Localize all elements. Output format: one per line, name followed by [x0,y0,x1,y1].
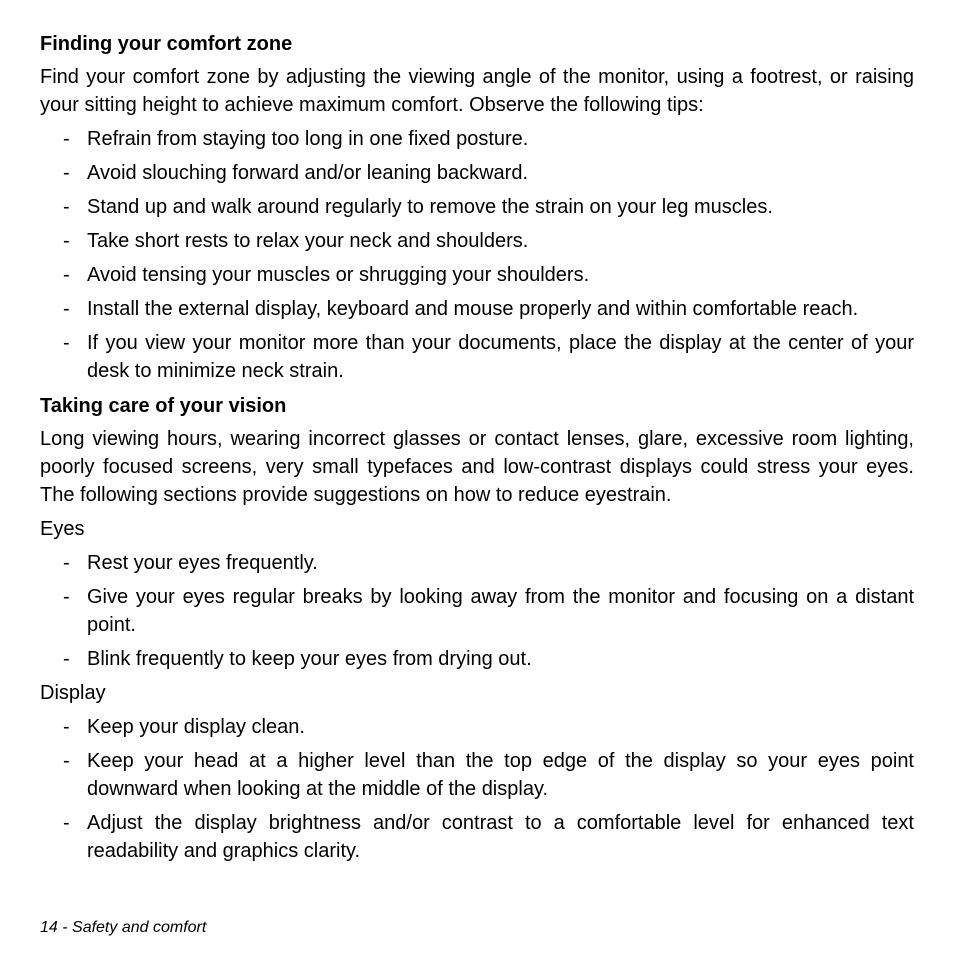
list-item-text: Keep your display clean. [87,716,305,738]
list-item-text: Install the external display, keyboard and mouse properly and within comfortable reach. [87,298,859,320]
list-item [40,645,914,673]
list-item [40,193,914,221]
page-content [40,31,914,871]
dash-bullet: - [63,812,70,834]
dash-bullet: - [63,750,70,772]
dash-bullet: - [63,264,70,286]
list-item [40,549,914,577]
list-item [40,227,914,255]
list-item [40,747,914,803]
list-item-text: Adjust the display brightness and/or contrast to a comfortable level for enhanced text readability and graphics clarity. [87,812,914,862]
list-item [40,583,914,639]
list-item-text: Take short rests to relax your neck and shoulders. [87,230,529,252]
dash-bullet: - [63,716,70,738]
list-item-text: Refrain from staying too long in one fixed posture. [87,128,529,150]
dash-bullet: - [63,230,70,252]
list-item [40,713,914,741]
page-footer: 14 - Safety and comfort [40,919,207,936]
dash-bullet: - [63,196,70,218]
list-item [40,125,914,153]
list-item [40,329,914,385]
eyes-tips-list [40,549,914,673]
list-item [40,261,914,289]
section-heading-vision: Taking care of your vision [40,395,287,417]
dash-bullet: - [63,128,70,150]
list-item [40,809,914,865]
dash-bullet: - [63,552,70,574]
list-item-text: Avoid tensing your muscles or shrugging your shoulders. [87,264,590,286]
list-item [40,295,914,323]
dash-bullet: - [63,298,70,320]
list-item-text: Stand up and walk around regularly to remove the strain on your leg muscles. [87,196,773,218]
list-item-text: If you view your monitor more than your documents, place the display at the center of your desk to minimize neck strain. [87,332,914,382]
dash-bullet: - [63,162,70,184]
comfort-tips-list [40,125,914,385]
dash-bullet: - [63,332,70,354]
dash-bullet: - [63,586,70,608]
list-item-text: Avoid slouching forward and/or leaning backward. [87,162,529,184]
list-item-text: Give your eyes regular breaks by looking away from the monitor and focusing on a distant point. [87,586,914,636]
section-intro-vision: Long viewing hours, wearing incorrect glasses or contact lenses, glare, excessive room lighting, poorly focused screens, very small typefaces and low-contrast displays could stress your eyes. The following sections provide suggestions on how to reduce eyestrain. [40,428,914,506]
subsection-title-eyes: Eyes [40,518,85,540]
list-item-text: Blink frequently to keep your eyes from drying out. [87,648,532,670]
list-item-text: Keep your head at a higher level than the top edge of the display so your eyes point downward when looking at the middle of the display. [87,750,914,800]
section-intro-comfort-zone: Find your comfort zone by adjusting the viewing angle of the monitor, using a footrest, or raising your sitting height to achieve maximum comfort. Observe the following tips: [40,66,914,116]
list-item [40,159,914,187]
display-tips-list [40,713,914,865]
subsection-title-display: Display [40,682,106,704]
section-heading-comfort-zone: Finding your comfort zone [40,33,293,55]
list-item-text: Rest your eyes frequently. [87,552,318,574]
dash-bullet: - [63,648,70,670]
